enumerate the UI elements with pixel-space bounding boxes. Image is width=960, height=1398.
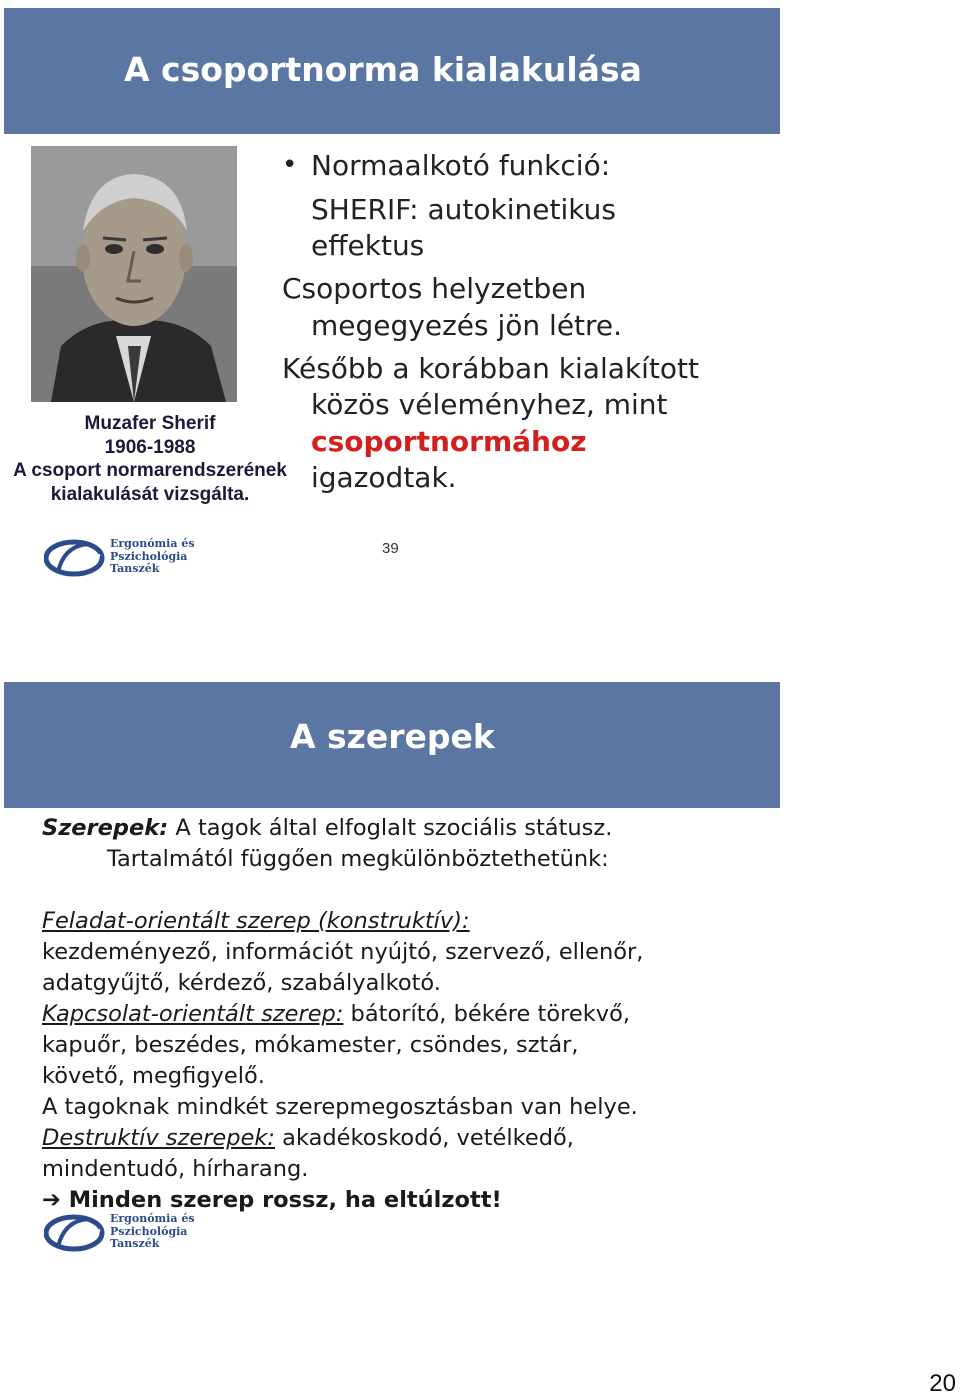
arrow-right-icon: ➔ — [42, 1187, 61, 1213]
portrait-image — [31, 146, 237, 402]
both-roles-line: A tagoknak mindkét szerepmegosztásban van helye. — [42, 1094, 638, 1120]
portrait-caption — [0, 412, 300, 506]
text-line-3: effektus — [311, 229, 425, 262]
text-line-1: Normaalkotó funkció: — [311, 149, 611, 182]
text-line-7: közös véleményhez, mint — [311, 388, 668, 421]
page-number: 20 — [929, 1370, 956, 1397]
logo-swoosh-icon — [44, 1213, 108, 1253]
caption-desc-1: A csoport normarendszerének — [13, 460, 287, 481]
relation-role-line-1 — [42, 1003, 630, 1026]
text-line-5: megegyezés jön létre. — [311, 309, 623, 342]
text-line-4: Csoportos helyzetben — [282, 272, 587, 305]
task-role-label: Feladat-orientált szerep (konstruktív): — [42, 908, 470, 934]
relation-role-line-3: követő, megfigyelő. — [42, 1063, 265, 1089]
task-role-line-1: kezdeményező, információt nyújtó, szervező, ellenőr, — [42, 939, 644, 965]
logo-line-2: Pszichológia — [110, 549, 188, 563]
relation-role-label: Kapcsolat-orientált szerep: — [42, 1001, 344, 1027]
roles-intro: Tartalmától függően megkülönböztethetünk: — [107, 846, 609, 872]
logo-line-1: Ergonómia és — [110, 1212, 195, 1225]
portrait-photo — [31, 146, 237, 402]
logo-swoosh-icon — [44, 538, 108, 578]
logo-line-1: Ergonómia és — [110, 537, 195, 550]
logo-text — [110, 538, 195, 576]
roles-label: Szerepek: — [42, 815, 169, 841]
caption-years: 1906-1988 — [104, 436, 196, 458]
slide-number: 39 — [382, 540, 399, 557]
destructive-role-line-2: mindentudó, hírharang. — [42, 1156, 309, 1182]
destructive-role-text: akadékoskodó, vetélkedő, — [275, 1125, 574, 1151]
logo-line-3: Tanszék — [110, 562, 160, 575]
slide-title: A csoportnorma kialakulása — [124, 50, 642, 89]
slide-title-2: A szerepek — [290, 717, 495, 756]
destructive-role-line-1 — [42, 1127, 574, 1150]
caption-name: Muzafer Sherif — [84, 413, 216, 434]
roles-definition-text: A tagok által elfoglalt szociális státusz. — [168, 815, 613, 841]
text-line-6: Később a korábban kialakított — [282, 352, 699, 385]
relation-role-text: bátorító, békére törekvő, — [343, 1001, 631, 1027]
caption-desc-2: kialakulását vizsgálta. — [50, 483, 250, 505]
roles-definition — [42, 817, 612, 840]
logo-line-2: Pszichológia — [110, 1224, 188, 1238]
conclusion-line — [42, 1189, 502, 1212]
department-logo-2 — [44, 1212, 195, 1255]
task-role-line-2: adatgyűjtő, kérdező, szabályalkotó. — [42, 970, 441, 996]
relation-role-line-2: kapuőr, beszédes, mókamester, csöndes, sztár, — [42, 1032, 579, 1058]
destructive-role-label: Destruktív szerepek: — [42, 1125, 275, 1151]
title-banner-1 — [4, 8, 780, 134]
text-line-2: SHERIF: autokinetikus — [311, 193, 616, 226]
text-line-9: igazodtak. — [311, 461, 457, 494]
conclusion-text: Minden szerep rossz, ha eltúlzott! — [68, 1187, 502, 1213]
text-highlight-csoportnorma: csoportnormához — [311, 425, 587, 458]
title-banner-2 — [4, 682, 780, 808]
bullet-icon: • — [282, 150, 298, 180]
department-logo-1 — [44, 537, 195, 580]
logo-text — [110, 1213, 195, 1251]
logo-line-3: Tanszék — [110, 1237, 160, 1250]
